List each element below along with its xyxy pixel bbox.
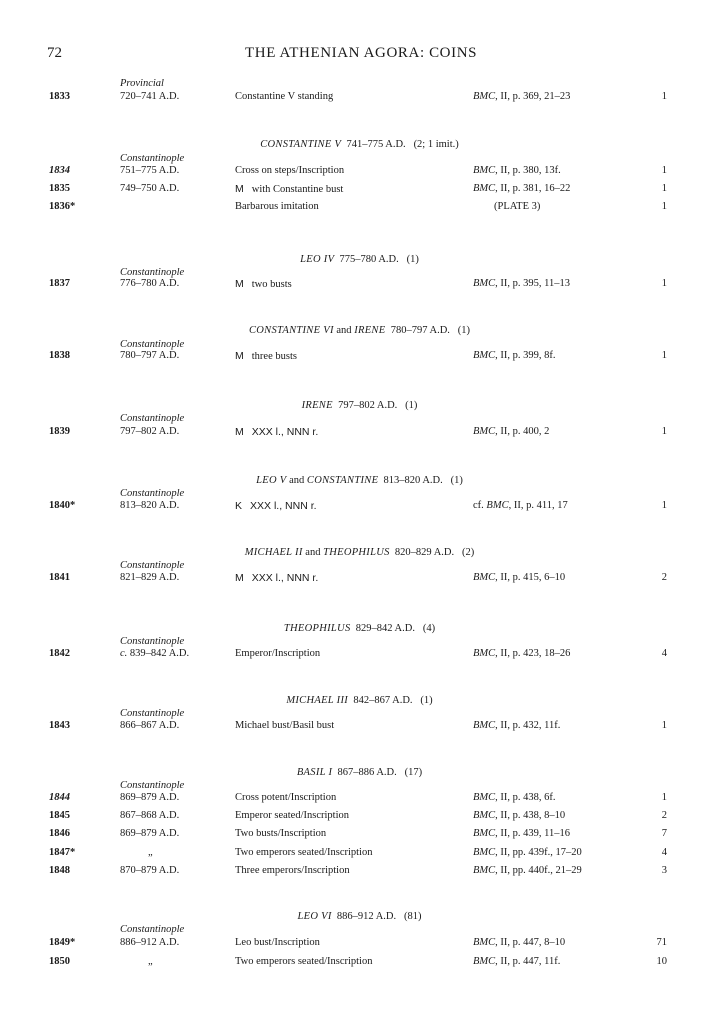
catalog-number: 1842 [49, 648, 70, 659]
reference: BMC, II, p. 423, 18–26 [473, 648, 571, 659]
mint-label: Constantinople [120, 924, 185, 935]
reference: BMC, II, p. 447, 8–10 [473, 937, 566, 948]
quantity: 1 [661, 201, 667, 212]
table-row [0, 90, 719, 104]
coin-description: Two emperors seated/Inscription [235, 847, 373, 858]
quantity: 2 [661, 810, 667, 821]
coin-description: M with Constantine bust [235, 183, 344, 195]
coin-date: „ [148, 847, 153, 858]
catalog-number: 1836* [49, 201, 76, 212]
coin-description: Constantine V standing [235, 91, 334, 102]
ruler-heading: MICHAEL III 842–867 A.D. (1) [286, 695, 433, 706]
reference: BMC, II, p. 369, 21–23 [473, 91, 571, 102]
reference: BMC, II, p. 381, 16–22 [473, 183, 571, 194]
catalog-number: 1835 [49, 183, 70, 194]
catalog-number: 1833 [49, 91, 70, 102]
coin-date: 870–879 A.D. [120, 865, 180, 876]
catalog-number: 1838 [49, 350, 70, 361]
coin-date: 866–867 A.D. [120, 720, 180, 731]
coin-description: M three busts [235, 350, 297, 362]
table-row [0, 182, 719, 196]
catalog-number: 1845 [49, 810, 70, 821]
reference: BMC, II, pp. 439f., 17–20 [473, 847, 582, 858]
quantity: 1 [661, 350, 667, 361]
ruler-heading: IRENE 797–802 A.D. (1) [301, 400, 418, 411]
catalog-number: 1841 [49, 572, 70, 583]
coin-description: Emperor/Inscription [235, 648, 321, 659]
coin-description: Two emperors seated/Inscription [235, 956, 373, 967]
catalog-number: 1837 [49, 278, 70, 289]
coin-description: Cross potent/Inscription [235, 792, 337, 803]
quantity: 10 [656, 956, 667, 967]
table-row [0, 277, 719, 291]
catalog-number: 1849* [49, 937, 76, 948]
reference: BMC, II, p. 399, 8f. [473, 350, 556, 361]
reference: BMC, II, pp. 440f., 21–29 [473, 865, 582, 876]
table-row [0, 499, 719, 513]
table-row [0, 425, 719, 439]
quantity: 3 [661, 865, 667, 876]
coin-description: Leo bust/Inscription [235, 937, 320, 948]
coin-description: Three emperors/Inscription [235, 865, 350, 876]
table-row [0, 827, 719, 841]
ruler-heading: LEO VI 886–912 A.D. (81) [297, 911, 422, 922]
coin-description: M XXX l., NNN r. [235, 426, 319, 438]
coin-date: 886–912 A.D. [120, 937, 180, 948]
coin-description: Cross on steps/Inscription [235, 165, 345, 176]
table-row [0, 200, 719, 214]
ruler-heading: MICHAEL II and THEOPHILUS 820–829 A.D. (2) [244, 547, 475, 558]
catalog-number: 1846 [49, 828, 70, 839]
ruler-heading: THEOPHILUS 829–842 A.D. (4) [283, 623, 436, 634]
quantity: 1 [661, 91, 667, 102]
ruler-heading: LEO V and CONSTANTINE 813–820 A.D. (1) [256, 475, 463, 486]
reference: BMC, II, p. 395, 11–13 [473, 278, 571, 289]
coin-date: 751–775 A.D. [120, 165, 180, 176]
reference: cf. BMC, II, p. 411, 17 [473, 500, 568, 511]
page-number: 72 [47, 45, 62, 61]
table-row [0, 571, 719, 585]
reference: BMC, II, p. 439, 11–16 [473, 828, 571, 839]
mint-label: Constantinople [120, 780, 185, 791]
quantity: 1 [661, 792, 667, 803]
table-row [0, 955, 719, 969]
mint-label: Constantinople [120, 708, 185, 719]
quantity: 1 [661, 278, 667, 289]
coin-date: 869–879 A.D. [120, 792, 180, 803]
ruler-heading: CONSTANTINE V 741–775 A.D. (2; 1 imit.) [260, 139, 459, 150]
table-row [0, 349, 719, 363]
mint-label: Constantinople [120, 413, 185, 424]
reference: BMC, II, p. 447, 11f. [473, 956, 561, 967]
quantity: 1 [661, 720, 667, 731]
table-row [0, 864, 719, 878]
coin-date: 867–868 A.D. [120, 810, 180, 821]
reference: BMC, II, p. 438, 8–10 [473, 810, 566, 821]
catalog-number: 1848 [49, 865, 70, 876]
quantity: 2 [661, 572, 667, 583]
coin-description: K XXX l., NNN r. [235, 500, 317, 512]
table-row [0, 809, 719, 823]
catalog-number: 1847* [49, 847, 76, 858]
coin-description: M XXX l., NNN r. [235, 572, 319, 584]
quantity: 1 [661, 500, 667, 511]
coin-description: M two busts [235, 278, 292, 290]
coin-description: Barbarous imitation [235, 201, 319, 212]
quantity: 1 [661, 165, 667, 176]
catalog-number: 1850 [49, 956, 70, 967]
mint-label: Constantinople [120, 339, 185, 350]
quantity: 7 [661, 828, 667, 839]
coin-description: Emperor seated/Inscription [235, 810, 350, 821]
catalog-number: 1839 [49, 426, 70, 437]
reference: BMC, II, p. 400, 2 [473, 426, 550, 437]
quantity: 1 [661, 426, 667, 437]
coin-date: c. 839–842 A.D. [120, 648, 190, 659]
mint-label: Constantinople [120, 636, 185, 647]
coin-date: „ [148, 956, 153, 967]
reference: BMC, II, p. 432, 11f. [473, 720, 561, 731]
coin-date: 821–829 A.D. [120, 572, 180, 583]
catalog-number: 1834 [49, 165, 70, 176]
mint-label: Constantinople [120, 153, 185, 164]
quantity: 4 [661, 847, 667, 858]
coin-date: 749–750 A.D. [120, 183, 180, 194]
running-head: THE ATHENIAN AGORA: COINS [245, 45, 478, 61]
plate-reference: (PLATE 3) [494, 201, 541, 212]
coin-date: 813–820 A.D. [120, 500, 180, 511]
table-row [0, 164, 719, 178]
coin-date: 780–797 A.D. [120, 350, 180, 361]
table-row [0, 719, 719, 733]
ruler-heading: CONSTANTINE VI and IRENE 780–797 A.D. (1) [248, 325, 471, 336]
coin-description: Michael bust/Basil bust [235, 720, 335, 731]
table-row [0, 791, 719, 805]
table-row [0, 647, 719, 661]
ruler-heading: BASIL I 867–886 A.D. (17) [296, 767, 423, 778]
ruler-heading: LEO IV 775–780 A.D. (1) [300, 254, 419, 265]
quantity: 71 [656, 937, 667, 948]
reference: BMC, II, p. 380, 13f. [473, 165, 561, 176]
catalog-number: 1843 [49, 720, 70, 731]
coin-description: Two busts/Inscription [235, 828, 327, 839]
quantity: 1 [661, 183, 667, 194]
reference: BMC, II, p. 415, 6–10 [473, 572, 566, 583]
mint-label: Constantinople [120, 560, 185, 571]
coin-date: 869–879 A.D. [120, 828, 180, 839]
table-row [0, 846, 719, 860]
coin-date: 797–802 A.D. [120, 426, 180, 437]
mint-label: Provincial [120, 78, 164, 89]
mint-label: Constantinople [120, 267, 185, 278]
coin-date: 720–741 A.D. [120, 91, 180, 102]
reference: BMC, II, p. 438, 6f. [473, 792, 556, 803]
catalog-number: 1840* [49, 500, 76, 511]
coin-date: 776–780 A.D. [120, 278, 180, 289]
table-row [0, 936, 719, 950]
quantity: 4 [661, 648, 667, 659]
catalog-number: 1844 [49, 792, 70, 803]
mint-label: Constantinople [120, 488, 185, 499]
